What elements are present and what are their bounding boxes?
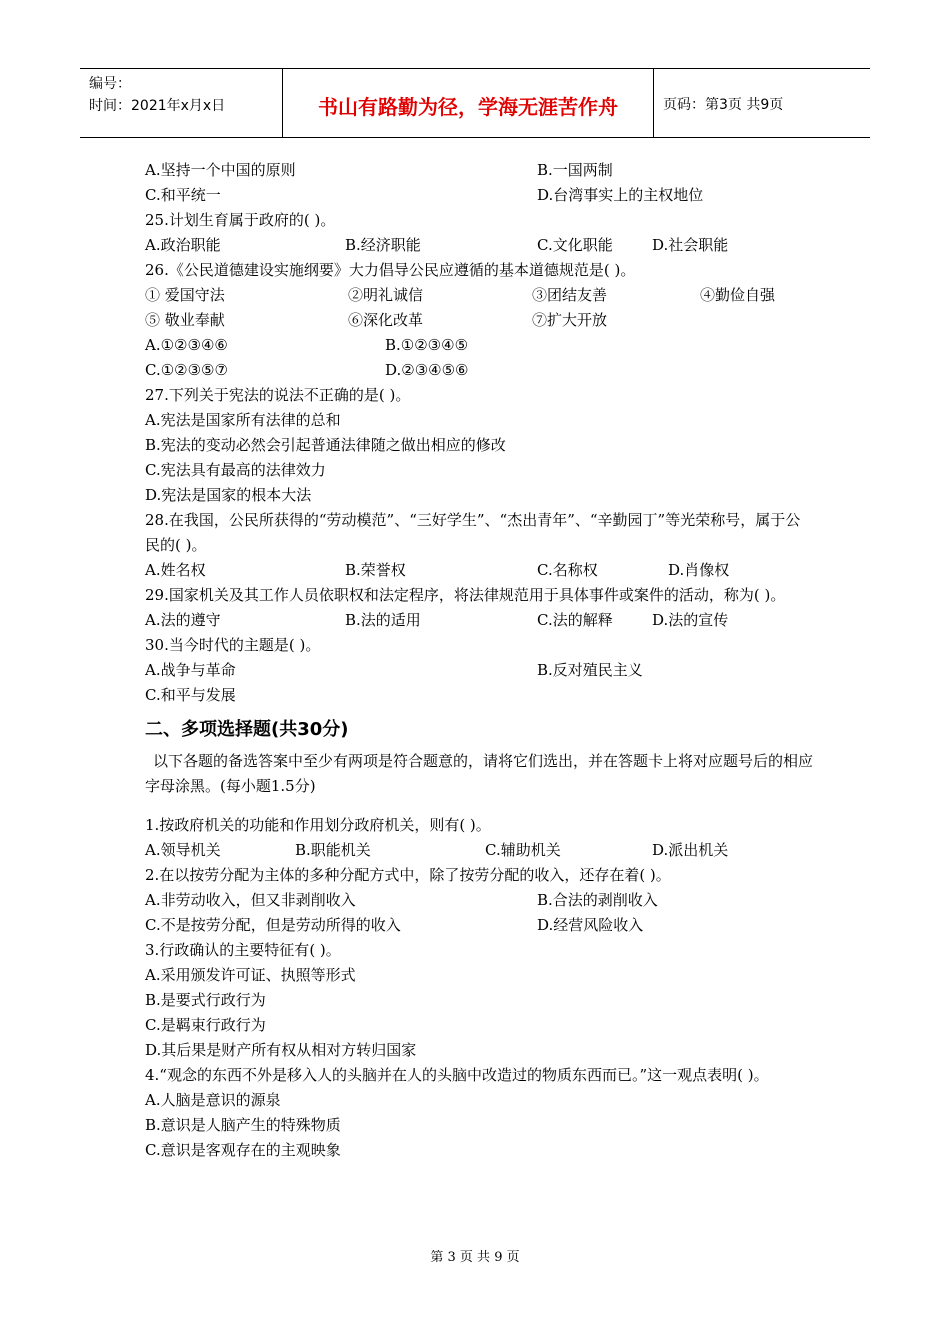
option-c: C.和平统一 <box>145 186 221 204</box>
option-b: B.合法的剥削收入 <box>537 891 658 909</box>
option-b: B.经济职能 <box>345 236 421 254</box>
question-stem: 3.行政确认的主要特征有( )。 <box>145 941 341 959</box>
question-stem: 4.“观念的东西不外是移入人的头脑并在人的头脑中改造过的物质东西而已。”这一观点表明( )。 <box>145 1066 769 1084</box>
option-c: C.和平与发展 <box>145 686 236 704</box>
question-stem: 30.当今时代的主题是( )。 <box>145 636 321 654</box>
header-meta <box>80 69 282 137</box>
option-d: D.法的宣传 <box>652 611 729 629</box>
item: ⑥深化改革 <box>348 311 424 329</box>
item: ① 爱国守法 <box>145 286 225 304</box>
question-stem: 2.在以按劳分配为主体的多种分配方式中，除了按劳分配的收入，还存在着( )。 <box>145 866 671 884</box>
option-b: B.荣誉权 <box>345 561 406 579</box>
option-c: C.是羁束行政行为 <box>145 1016 266 1034</box>
option-a: A.战争与革命 <box>145 661 236 679</box>
option-row <box>145 838 815 863</box>
section-title: 二、多项选择题(共30分) <box>145 719 349 740</box>
option-d: D.社会职能 <box>652 236 729 254</box>
item: ⑦扩大开放 <box>532 311 608 329</box>
option-c: C.①②③⑤⑦ <box>145 361 228 379</box>
option-d: D.派出机关 <box>652 841 729 859</box>
option-c: C.法的解释 <box>537 611 613 629</box>
option-b: B.①②③④⑤ <box>385 336 469 354</box>
item: ②明礼诚信 <box>348 286 424 304</box>
option-a: A.非劳动收入，但又非剥削收入 <box>145 891 356 909</box>
question-stem: 25.计划生育属于政府的( )。 <box>145 211 336 229</box>
option-b: B.是要式行政行为 <box>145 991 266 1009</box>
option-b: B.职能机关 <box>295 841 371 859</box>
option-c: C.辅助机关 <box>485 841 561 859</box>
option-a: A.领导机关 <box>145 841 221 859</box>
option-row <box>145 558 815 583</box>
item: ④勤俭自强 <box>700 286 776 304</box>
page-footer: 第 3 页 共 9 页 <box>430 1250 520 1265</box>
option-row <box>145 608 815 633</box>
option-a: A.宪法是国家所有法律的总和 <box>145 411 341 429</box>
question-stem: 29.国家机关及其工作人员依职权和法定程序，将法律规范用于具体事件或案件的活动，称为( )。 <box>145 586 786 604</box>
option-c: C.意识是客观存在的主观映象 <box>145 1141 341 1159</box>
option-row <box>145 658 815 683</box>
option-a: A.坚持一个中国的原则 <box>145 161 296 179</box>
header-page-info: 页码：第3页 共9页 <box>663 97 784 113</box>
item: ⑤ 敬业奉献 <box>145 311 225 329</box>
option-d: D.宪法是国家的根本大法 <box>145 486 312 504</box>
question-stem: 26.《公民道德建设实施纲要》大力倡导公民应遵循的基本道德规范是( )。 <box>145 261 636 279</box>
option-b: B.一国两制 <box>537 161 613 179</box>
option-c: C.文化职能 <box>537 236 613 254</box>
option-b: B.宪法的变动必然会引起普通法律随之做出相应的修改 <box>145 436 506 454</box>
option-b: B.法的适用 <box>345 611 421 629</box>
item-row <box>145 283 815 308</box>
option-a: A.采用颁发许可证、执照等形式 <box>145 966 356 984</box>
option-a: A.人脑是意识的源泉 <box>145 1091 281 1109</box>
option-c: C.名称权 <box>537 561 598 579</box>
question-stem: 28.在我国，公民所获得的“劳动模范”、“三好学生”、“杰出青年”、“辛勤园丁”等光荣称号，属于公民的( )。 <box>145 511 801 554</box>
option-a: A.政治职能 <box>145 236 221 254</box>
option-row <box>145 233 815 258</box>
option-a: A.姓名权 <box>145 561 206 579</box>
option-row <box>145 358 815 383</box>
option-row <box>145 913 815 938</box>
option-d: D.②③④⑤⑥ <box>385 361 469 379</box>
option-b: B.反对殖民主义 <box>537 661 643 679</box>
section-instructions: 以下各题的备选答案中至少有两项是符合题意的，请将它们选出，并在答题卡上将对应题号后的相应字母涂黑。(每小题1.5分) <box>145 752 814 795</box>
header-motto: 书山有路勤为径，学海无涯苦作舟 <box>282 69 654 137</box>
option-row <box>145 158 815 183</box>
option-d: D.台湾事实上的主权地位 <box>537 186 704 204</box>
option-a: A.法的遵守 <box>145 611 221 629</box>
option-b: B.意识是人脑产生的特殊物质 <box>145 1116 341 1134</box>
option-d: D.经营风险收入 <box>537 916 644 934</box>
option-a: A.①②③④⑥ <box>145 336 228 354</box>
document-body <box>145 158 815 1163</box>
option-d: D.肖像权 <box>668 561 730 579</box>
option-c: C.不是按劳分配，但是劳动所得的收入 <box>145 916 401 934</box>
option-d: D.其后果是财产所有权从相对方转归国家 <box>145 1041 417 1059</box>
item: ③团结友善 <box>532 286 608 304</box>
question-stem: 1.按政府机关的功能和作用划分政府机关，则有( )。 <box>145 816 491 834</box>
item-row <box>145 308 815 333</box>
question-stem: 27.下列关于宪法的说法不正确的是( )。 <box>145 386 411 404</box>
option-row <box>145 333 815 358</box>
option-c: C.宪法具有最高的法律效力 <box>145 461 326 479</box>
code-label: 编号： <box>89 76 131 92</box>
page-header <box>80 68 870 138</box>
option-row <box>145 888 815 913</box>
time-label: 时间：2021年x月x日 <box>89 98 226 114</box>
option-row <box>145 183 815 208</box>
